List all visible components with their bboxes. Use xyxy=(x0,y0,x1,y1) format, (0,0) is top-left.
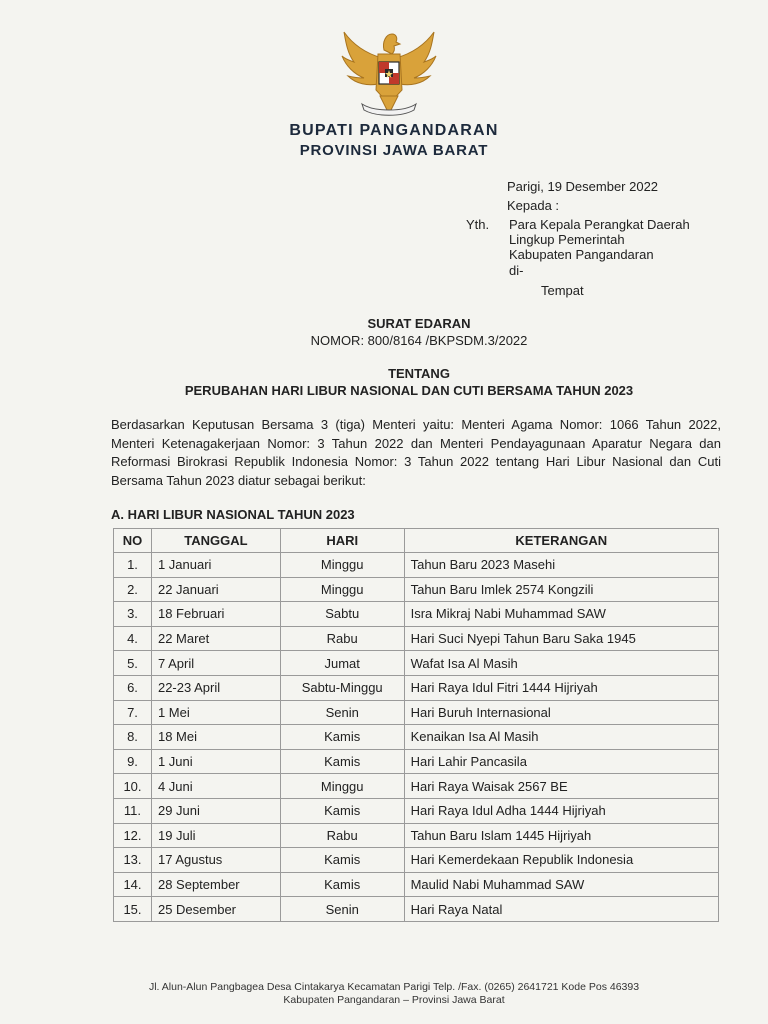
cell-keterangan: Hari Lahir Pancasila xyxy=(404,749,718,774)
kepada-label: Kepada : xyxy=(507,198,560,213)
cell-hari: Sabtu xyxy=(280,602,404,627)
cell-keterangan: Hari Raya Natal xyxy=(404,897,718,922)
cell-tanggal: 1 Januari xyxy=(151,553,280,578)
table-row xyxy=(114,651,719,676)
cell-keterangan: Tahun Baru Islam 1445 Hijriyah xyxy=(404,823,718,848)
yth-label: Yth. xyxy=(466,217,490,232)
column-header-tanggal: TANGGAL xyxy=(151,529,280,553)
cell-no: 10. xyxy=(114,774,152,799)
cell-hari: Sabtu-Minggu xyxy=(280,675,404,700)
cell-no: 12. xyxy=(114,823,152,848)
tentang-label: TENTANG xyxy=(388,366,450,381)
table-row xyxy=(114,725,719,750)
table-row xyxy=(114,749,719,774)
cell-tanggal: 19 Juli xyxy=(151,823,280,848)
body-paragraph: Berdasarkan Keputusan Bersama 3 (tiga) Menteri yaitu: Menteri Agama Nomor: 1066 Tahun 2022, Menteri Ketenagakerjaan Nomor: 3 Tahun 2022 dan Menteri Pendayagunaan Aparatur Negara dan Reformasi Birokrasi Republik Indonesia Nomor: 3 Tahun 2022 tentang Hari Libur Nasional dan Cuti Bersama Tahun 2023 diatur sebagai berikut: xyxy=(111,417,721,488)
cell-no: 15. xyxy=(114,897,152,922)
recipient-line-1: Para Kepala Perangkat Daerah xyxy=(509,217,690,232)
table-row xyxy=(114,626,719,651)
cell-no: 5. xyxy=(114,651,152,676)
recipient-line-3: Kabupaten Pangandaran xyxy=(509,247,654,262)
cell-keterangan: Maulid Nabi Muhammad SAW xyxy=(404,872,718,897)
table-row xyxy=(114,577,719,602)
table-row xyxy=(114,872,719,897)
cell-hari: Senin xyxy=(280,897,404,922)
table-row xyxy=(114,553,719,578)
cell-keterangan: Wafat Isa Al Masih xyxy=(404,651,718,676)
table-row xyxy=(114,774,719,799)
letter-subject: PERUBAHAN HARI LIBUR NASIONAL DAN CUTI BERSAMA TAHUN 2023 xyxy=(184,383,634,398)
cell-hari: Jumat xyxy=(280,651,404,676)
cell-hari: Kamis xyxy=(280,872,404,897)
table-row xyxy=(114,823,719,848)
table-row xyxy=(114,602,719,627)
cell-keterangan: Hari Raya Waisak 2567 BE xyxy=(404,774,718,799)
cell-tanggal: 29 Juni xyxy=(151,798,280,823)
cell-keterangan: Hari Raya Idul Adha 1444 Hijriyah xyxy=(404,798,718,823)
cell-hari: Rabu xyxy=(280,626,404,651)
cell-keterangan: Kenaikan Isa Al Masih xyxy=(404,725,718,750)
issuer-province: PROVINSI JAWA BARAT xyxy=(299,142,489,159)
cell-no: 8. xyxy=(114,725,152,750)
recipient-line-2: Lingkup Pemerintah xyxy=(509,232,625,247)
holiday-table xyxy=(113,528,719,922)
footer-region: Kabupaten Pangandaran – Provinsi Jawa Barat xyxy=(283,994,505,1006)
table-row xyxy=(114,848,719,873)
cell-hari: Kamis xyxy=(280,725,404,750)
column-header-no: NO xyxy=(114,529,152,553)
cell-keterangan: Tahun Baru 2023 Masehi xyxy=(404,553,718,578)
cell-tanggal: 1 Juni xyxy=(151,749,280,774)
table-header-row xyxy=(114,529,719,553)
cell-tanggal: 22 Januari xyxy=(151,577,280,602)
cell-keterangan: Hari Raya Idul Fitri 1444 Hijriyah xyxy=(404,675,718,700)
cell-no: 11. xyxy=(114,798,152,823)
cell-hari: Minggu xyxy=(280,577,404,602)
letter-type: SURAT EDARAN xyxy=(367,316,471,331)
cell-tanggal: 28 September xyxy=(151,872,280,897)
cell-hari: Senin xyxy=(280,700,404,725)
cell-tanggal: 25 Desember xyxy=(151,897,280,922)
cell-hari: Kamis xyxy=(280,798,404,823)
place-date: Parigi, 19 Desember 2022 xyxy=(507,179,659,194)
footer-address: Jl. Alun-Alun Pangbagea Desa Cintakarya Kecamatan Parigi Telp. /Fax. (0265) 2641721 Kode Pos 46393 xyxy=(148,981,640,993)
cell-keterangan: Hari Kemerdekaan Republik Indonesia xyxy=(404,848,718,873)
column-header-hari: HARI xyxy=(280,529,404,553)
letter-number: NOMOR: 800/8164 /BKPSDM.3/2022 xyxy=(310,333,528,348)
cell-no: 14. xyxy=(114,872,152,897)
cell-tanggal: 1 Mei xyxy=(151,700,280,725)
cell-no: 4. xyxy=(114,626,152,651)
cell-hari: Kamis xyxy=(280,749,404,774)
cell-tanggal: 18 Februari xyxy=(151,602,280,627)
column-header-keterangan: KETERANGAN xyxy=(404,529,718,553)
cell-tanggal: 7 April xyxy=(151,651,280,676)
cell-keterangan: Hari Suci Nyepi Tahun Baru Saka 1945 xyxy=(404,626,718,651)
cell-no: 13. xyxy=(114,848,152,873)
cell-no: 7. xyxy=(114,700,152,725)
cell-no: 6. xyxy=(114,675,152,700)
cell-tanggal: 18 Mei xyxy=(151,725,280,750)
cell-tanggal: 17 Agustus xyxy=(151,848,280,873)
cell-hari: Kamis xyxy=(280,848,404,873)
di-label: di- xyxy=(509,263,524,278)
table-row xyxy=(114,798,719,823)
section-a-heading: A. HARI LIBUR NASIONAL TAHUN 2023 xyxy=(111,507,355,522)
table-row xyxy=(114,897,719,922)
cell-no: 1. xyxy=(114,553,152,578)
cell-tanggal: 4 Juni xyxy=(151,774,280,799)
cell-no: 9. xyxy=(114,749,152,774)
table-row xyxy=(114,675,719,700)
cell-keterangan: Isra Mikraj Nabi Muhammad SAW xyxy=(404,602,718,627)
cell-tanggal: 22-23 April xyxy=(151,675,280,700)
garuda-pancasila-emblem-icon xyxy=(338,24,440,120)
cell-keterangan: Tahun Baru Imlek 2574 Kongzili xyxy=(404,577,718,602)
issuer-title: BUPATI PANGANDARAN xyxy=(289,122,499,139)
cell-hari: Minggu xyxy=(280,553,404,578)
cell-no: 2. xyxy=(114,577,152,602)
cell-hari: Rabu xyxy=(280,823,404,848)
cell-tanggal: 22 Maret xyxy=(151,626,280,651)
cell-keterangan: Hari Buruh Internasional xyxy=(404,700,718,725)
tempat-label: Tempat xyxy=(541,283,584,298)
cell-no: 3. xyxy=(114,602,152,627)
cell-hari: Minggu xyxy=(280,774,404,799)
table-row xyxy=(114,700,719,725)
